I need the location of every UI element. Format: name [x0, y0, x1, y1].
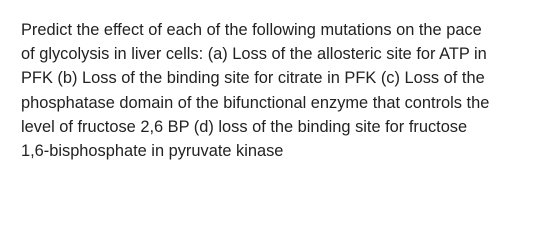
question-line: 1,6-bisphosphate in pyruvate kinase [21, 142, 284, 161]
question-line: Predict the effect of each of the following mutations on the pace [21, 21, 482, 39]
question-line: level of fructose 2,6 BP (d) loss of the binding site for fructose [21, 117, 468, 136]
question-line: phosphatase domain of the bifunctional enzyme that controls the [21, 93, 490, 112]
question-text [21, 18, 549, 163]
question-line: PFK (b) Loss of the binding site for citrate in PFK (c) Loss of the [21, 69, 485, 88]
question-line: of glycolysis in liver cells: (a) Loss of the allosteric site for ATP in [21, 45, 487, 64]
